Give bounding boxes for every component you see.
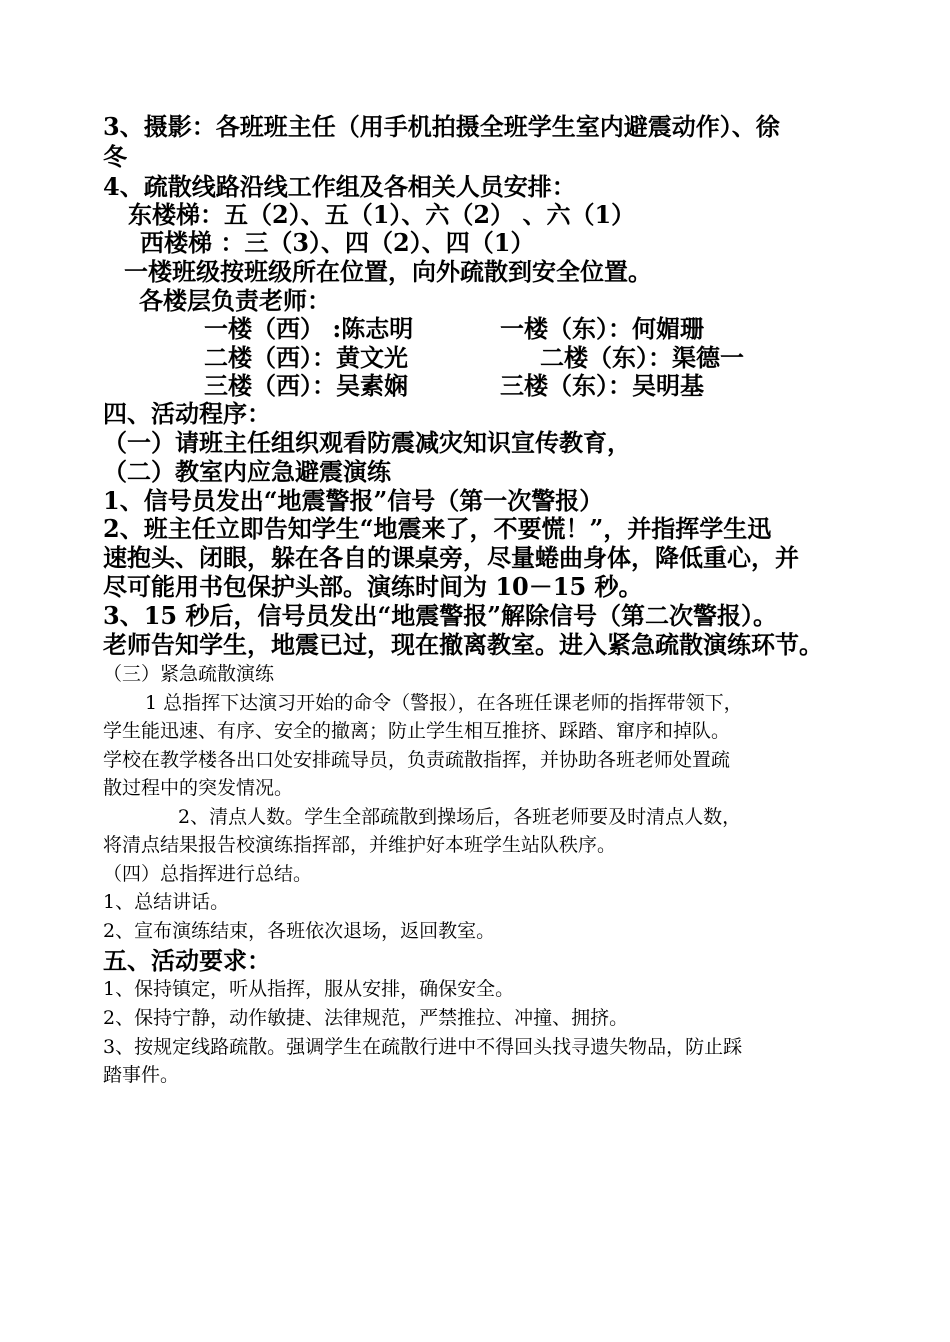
step2-line2: 速抱头、闭眼，躲在各自的课桌旁，尽量蜷曲身体，降低重心，并	[103, 543, 799, 572]
summary1-line: 1、总结讲话。	[103, 891, 230, 913]
section4-heading: 四、活动程序：	[103, 399, 271, 428]
summary2-line: 2、宣布演练结束，各班依次退场，返回教室。	[103, 920, 496, 942]
req3-line2: 踏事件。	[103, 1064, 180, 1086]
section5-heading: 五、活动要求：	[103, 946, 271, 975]
item4-title: 4、疏散线路沿线工作组及各相关人员安排：	[103, 172, 576, 201]
section4-part3: （三）紧急疏散演练	[103, 663, 275, 685]
evac2-line2: 将清点结果报告校演练指挥部，并维护好本班学生站队秩序。	[103, 834, 617, 856]
floor3-east-teacher: 三楼（东）：吴明基	[500, 371, 704, 400]
east-stairs-line: 东楼梯：五（2）、五（1）、六（2） 、六（1）	[128, 200, 636, 229]
evac2-line1: 2、清点人数。学生全部疏散到操场后，各班老师要及时清点人数，	[178, 806, 742, 828]
west-stairs-line: 西楼梯 ：三（3）、四（2）、四（1）	[140, 228, 535, 257]
evac1-line3: 学校在教学楼各出口处安排疏导员，负责疏散指挥，并协助各班老师处置疏	[103, 749, 731, 771]
step2-line1: 2、班主任立即告知学生“地震来了，不要慌！”，并指挥学生迅	[103, 514, 772, 543]
step1-line: 1、信号员发出“地震警报”信号（第一次警报）	[103, 486, 604, 515]
step2-line3: 尽可能用书包保护头部。演练时间为 10－15 秒。	[103, 572, 643, 601]
evac1-line2: 学生能迅速、有序、安全的撤离；防止学生相互推挤、踩踏、窜序和掉队。	[103, 720, 731, 742]
section4-part1: （一）请班主任组织观看防震减灾知识宣传教育，	[103, 428, 631, 457]
req1-line: 1、保持镇定，听从指挥，服从安排，确保安全。	[103, 978, 515, 1000]
section4-part2: （二）教室内应急避震演练	[103, 457, 391, 486]
floor2-east-teacher: 二楼（东）：渠德一	[540, 343, 744, 372]
section4-part4: （四）总指挥进行总结。	[103, 863, 313, 885]
req2-line: 2、保持宁静，动作敏捷、法律规范，严禁推拉、冲撞、拥挤。	[103, 1007, 629, 1029]
first-floor-line: 一楼班级按班级所在位置，向外疏散到安全位置。	[124, 257, 652, 286]
floor1-west-teacher: 一楼（西） :陈志明	[204, 314, 414, 343]
floor-teachers-title: 各楼层负责老师：	[139, 286, 331, 315]
floor2-west-teacher: 二楼（西）：黄文光	[204, 343, 408, 372]
step3-line1: 3、15 秒后，信号员发出“地震警报”解除信号（第二次警报）。	[103, 601, 778, 630]
item3-line2: 冬	[103, 142, 127, 171]
req3-line1: 3、按规定线路疏散。强调学生在疏散行进中不得回头找寻遗失物品，防止踩	[103, 1036, 743, 1058]
item3-line1: 3、摄影：各班班主任（用手机拍摄全班学生室内避震动作）、徐	[103, 112, 780, 141]
evac1-line4: 散过程中的突发情况。	[103, 777, 294, 799]
floor1-east-teacher: 一楼（东）：何媚珊	[500, 314, 704, 343]
floor3-west-teacher: 三楼（西）：吴素娴	[204, 371, 408, 400]
evac1-line1: 1 总指挥下达演习开始的命令（警报），在各班任课老师的指挥带领下，	[145, 692, 743, 714]
step3-line2: 老师告知学生，地震已过，现在撤离教室。进入紧急疏散演练环节。	[103, 630, 823, 659]
